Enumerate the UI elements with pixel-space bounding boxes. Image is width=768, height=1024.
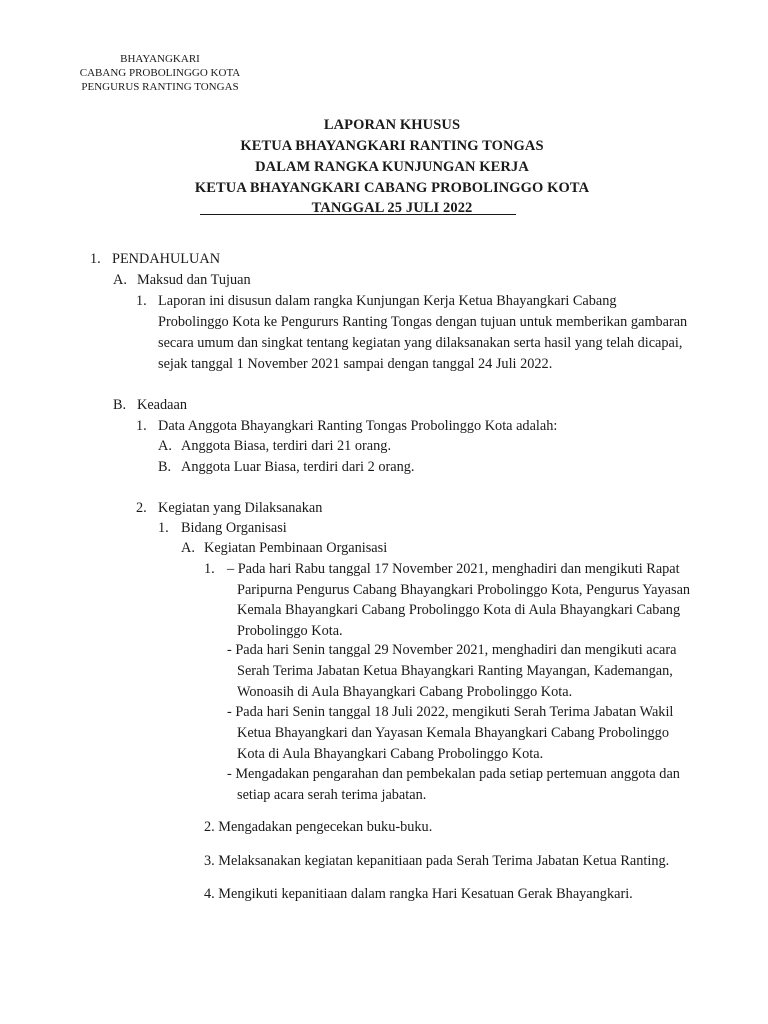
paragraph-line: Probolinggo Kota. xyxy=(237,623,343,639)
paragraph-line: Kemala Bhayangkari Cabang Probolinggo Kota di Aula Bhayangkari Cabang xyxy=(237,602,681,618)
paragraph-line: - Pada hari Senin tanggal 18 Juli 2022, mengikuti Serah Terima Jabatan Wakil xyxy=(227,704,674,720)
paragraph-line: Ketua Bhayangkari dan Yayasan Kemala Bhayangkari Cabang Probolinggo xyxy=(237,725,669,741)
section-number: 1. xyxy=(90,251,101,267)
title-underline xyxy=(200,214,516,215)
sub-text: Anggota Luar Biasa, terdiri dari 2 orang. xyxy=(181,459,415,475)
paragraph-line: Probolinggo Kota ke Pengururs Ranting Tongas dengan tujuan untuk memberikan gambaran xyxy=(158,314,688,330)
item-number: 1. xyxy=(204,561,215,577)
letterhead-line-3: PENGURUS RANTING TONGAS xyxy=(81,81,239,93)
paragraph-line: - Mengadakan pengarahan dan pembekalan pada setiap pertemuan anggota dan xyxy=(227,766,680,782)
subsection-letter: A. xyxy=(113,272,127,288)
subsection-heading: Maksud dan Tujuan xyxy=(137,272,251,288)
sub-text: Anggota Biasa, terdiri dari 21 orang. xyxy=(181,438,392,454)
title-line-4: KETUA BHAYANGKARI CABANG PROBOLINGGO KOTA xyxy=(194,180,590,196)
activity-item: 3. Melaksanakan kegiatan kepanitiaan pada Serah Terima Jabatan Ketua Ranting. xyxy=(204,853,670,869)
item-text: Bidang Organisasi xyxy=(181,520,287,536)
sub-letter: B. xyxy=(158,459,172,475)
title-line-2: KETUA BHAYANGKARI RANTING TONGAS xyxy=(240,138,544,154)
section-heading: PENDAHULUAN xyxy=(112,251,221,267)
item-text: Kegiatan yang Dilaksanakan xyxy=(158,500,323,516)
item-number: 1. xyxy=(136,418,147,434)
title-line-3: DALAM RANGKA KUNJUNGAN KERJA xyxy=(255,159,529,175)
letterhead-line-2: CABANG PROBOLINGGO KOTA xyxy=(79,67,241,79)
paragraph-line: Paripurna Pengurus Cabang Bhayangkari Probolinggo Kota, Pengurus Yayasan xyxy=(237,582,691,598)
paragraph-line: Serah Terima Jabatan Ketua Bhayangkari Ranting Mayangan, Kademangan, xyxy=(237,663,673,679)
sub-letter: A. xyxy=(181,540,195,556)
letterhead-line-1: BHAYANGKARI xyxy=(120,53,200,65)
activity-item: 2. Mengadakan pengecekan buku-buku. xyxy=(204,819,433,835)
paragraph-line: setiap acara serah terima jabatan. xyxy=(237,787,427,803)
paragraph-line: Kota di Aula Bhayangkari Cabang Probolinggo Kota. xyxy=(237,746,544,762)
paragraph-line: - Pada hari Senin tanggal 29 November 2021, menghadiri dan mengikuti acara xyxy=(227,642,677,658)
title-line-1: LAPORAN KHUSUS xyxy=(323,117,461,133)
subsection-letter: B. xyxy=(113,397,127,413)
item-text: Data Anggota Bhayangkari Ranting Tongas Probolinggo Kota adalah: xyxy=(158,418,558,434)
subsection-heading: Keadaan xyxy=(137,397,188,413)
paragraph-line: Wonoasih di Aula Bhayangkari Cabang Probolinggo Kota. xyxy=(237,684,573,700)
item-number: 2. xyxy=(136,500,147,516)
title-line-5: TANGGAL 25 JULI 2022 xyxy=(311,200,473,216)
paragraph-line: Laporan ini disusun dalam rangka Kunjungan Kerja Ketua Bhayangkari Cabang xyxy=(158,293,617,309)
paragraph-line: – Pada hari Rabu tanggal 17 November 2021, menghadiri dan mengikuti Rapat xyxy=(227,561,680,577)
activity-item: 4. Mengikuti kepanitiaan dalam rangka Hari Kesatuan Gerak Bhayangkari. xyxy=(204,886,633,902)
paragraph-line: sejak tanggal 1 November 2021 sampai dengan tanggal 24 Juli 2022. xyxy=(158,356,553,372)
item-number: 1. xyxy=(158,520,169,536)
item-number: 1. xyxy=(136,293,147,309)
paragraph-line: secara umum dan singkat tentang kegiatan yang dilaksanakan serta hasil yang telah dicapai, xyxy=(158,335,683,351)
sub-text: Kegiatan Pembinaan Organisasi xyxy=(204,540,388,556)
sub-letter: A. xyxy=(158,438,172,454)
